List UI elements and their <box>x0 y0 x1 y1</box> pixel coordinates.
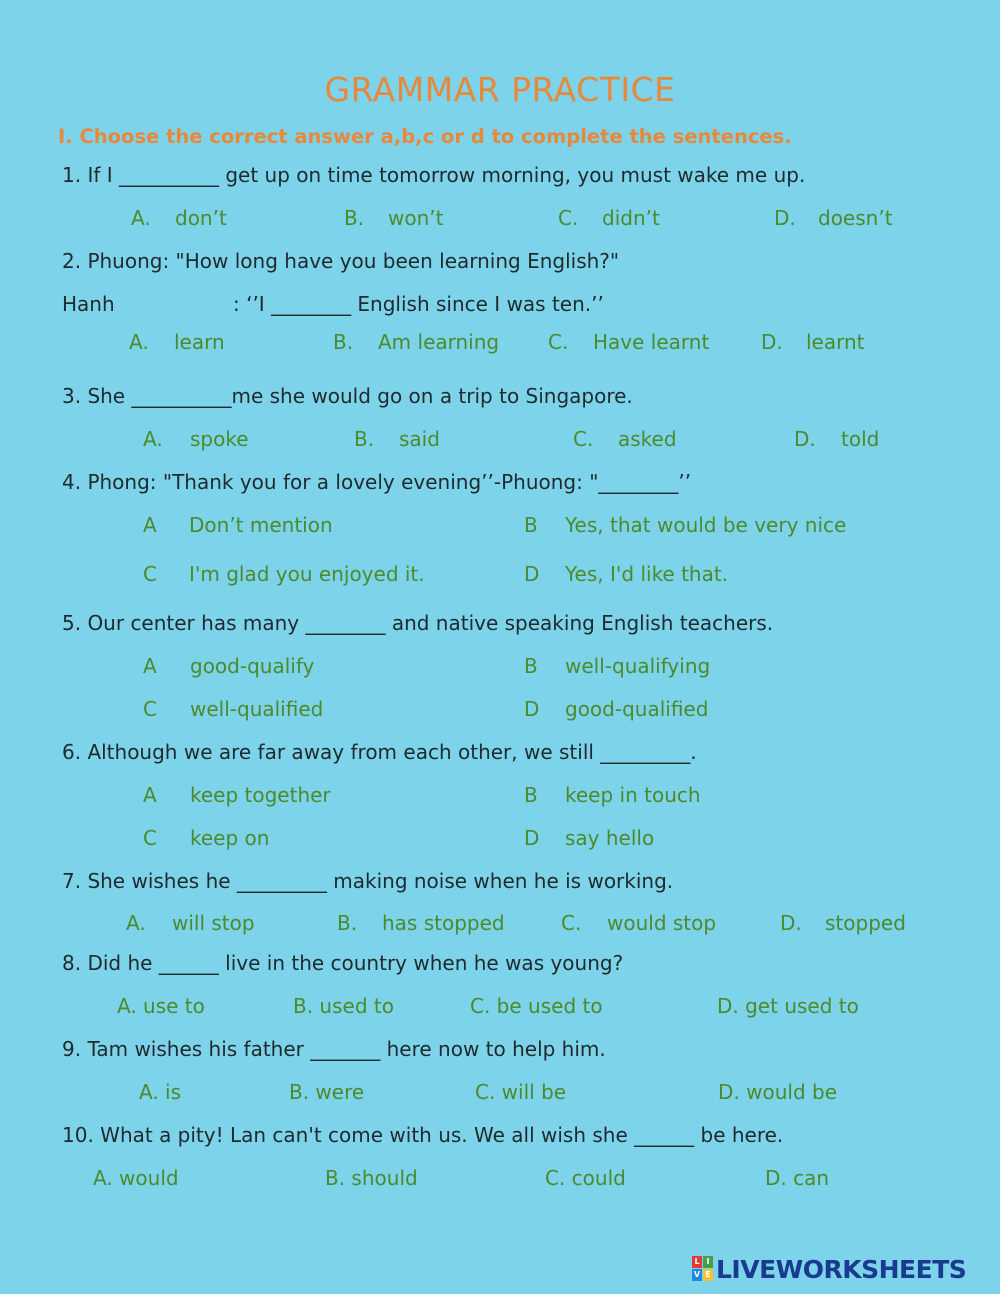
option-text: well-qualifying <box>565 654 711 678</box>
option-text: keep together <box>190 783 331 807</box>
question-1-option-d[interactable] <box>774 206 893 230</box>
option-text: spoke <box>190 427 249 451</box>
question-5-option-b[interactable] <box>524 654 710 678</box>
option-text: well-qualified <box>190 697 324 721</box>
logo-mark-icon <box>692 1256 714 1282</box>
question-9-option-c[interactable]: C. will be <box>475 1080 567 1104</box>
question-5-option-c[interactable] <box>143 697 323 721</box>
question-3-option-c[interactable] <box>573 427 677 451</box>
question-2-option-a[interactable] <box>129 330 225 354</box>
option-letter: B. <box>344 206 365 230</box>
option-letter: D. <box>774 206 796 230</box>
question-6-option-d[interactable] <box>524 826 654 850</box>
question-5-text: 5. Our center has many ________ and native speaking English teachers. <box>62 611 774 635</box>
question-3-text: 3. She __________me she would go on a trip to Singapore. <box>62 384 633 408</box>
option-text: will stop <box>172 911 255 935</box>
question-4-option-b[interactable] <box>524 513 846 537</box>
option-letter: B <box>524 513 538 537</box>
option-letter: D <box>524 826 540 850</box>
question-1-text: 1. If I __________ get up on time tomorrow morning, you must wake me up. <box>62 163 806 187</box>
question-9-option-a[interactable]: A. is <box>139 1080 182 1104</box>
question-4-text: 4. Phong: "Thank you for a lovely evening’’-Phuong: "________’’ <box>62 470 692 494</box>
option-text: doesn’t <box>818 206 893 230</box>
logo-mark-letter-e: E <box>703 1269 713 1281</box>
question-10-option-c[interactable]: C. could <box>545 1166 626 1190</box>
option-text: learn <box>174 330 225 354</box>
question-3-option-b[interactable] <box>354 427 440 451</box>
question-2-text: 2. Phuong: "How long have you been learning English?" <box>62 249 620 273</box>
option-letter: A. <box>126 911 146 935</box>
option-text: Yes, that would be very nice <box>565 513 847 537</box>
option-text: Yes, I'd like that. <box>565 562 729 586</box>
question-1-option-b[interactable] <box>344 206 443 230</box>
question-2-reply: : ‘’I ________ English since I was ten.’’ <box>233 292 604 316</box>
question-7-option-c[interactable] <box>561 911 716 935</box>
option-text: told <box>841 427 880 451</box>
logo-text: LIVEWORKSHEETS <box>716 1254 967 1284</box>
option-letter: A. <box>143 427 163 451</box>
question-10-text: 10. What a pity! Lan can't come with us. We all wish she ______ be here. <box>62 1123 784 1147</box>
option-text: said <box>399 427 440 451</box>
option-letter: C. <box>548 330 569 354</box>
question-4-option-d[interactable] <box>524 562 728 586</box>
question-10-option-d[interactable]: D. can <box>765 1166 830 1190</box>
question-5-option-d[interactable] <box>524 697 708 721</box>
page-title: GRAMMAR PRACTICE <box>324 70 676 109</box>
option-letter: A <box>143 654 157 678</box>
question-6-option-c[interactable] <box>143 826 269 850</box>
question-6-option-a[interactable] <box>143 783 331 807</box>
question-7-option-b[interactable] <box>337 911 505 935</box>
logo-mark-letter-v: V <box>693 1270 701 1279</box>
question-2-speaker: Hanh <box>62 292 115 316</box>
logo-mark-letter-l: L <box>692 1256 702 1268</box>
question-6-text: 6. Although we are far away from each other, we still _________. <box>62 740 697 764</box>
question-10-option-b[interactable]: B. should <box>325 1166 418 1190</box>
option-letter: D. <box>780 911 802 935</box>
option-letter: D. <box>794 427 816 451</box>
option-text: Am learning <box>378 330 500 354</box>
option-text: I'm glad you enjoyed it. <box>189 562 425 586</box>
option-letter: B <box>524 654 538 678</box>
option-text: would stop <box>607 911 717 935</box>
question-8-text: 8. Did he ______ live in the country when he was young? <box>62 951 624 975</box>
option-letter: A <box>143 783 157 807</box>
question-7-option-d[interactable] <box>780 911 906 935</box>
question-4-option-c[interactable] <box>143 562 425 586</box>
option-letter: C <box>143 697 157 721</box>
option-letter: D <box>524 562 540 586</box>
section-instruction: I. Choose the correct answer a,b,c or d to complete the sentences. <box>58 125 792 148</box>
option-text: didn’t <box>602 206 660 230</box>
question-9-option-b[interactable]: B. were <box>289 1080 365 1104</box>
option-text: Have learnt <box>593 330 710 354</box>
option-text: say hello <box>565 826 655 850</box>
question-10-option-a[interactable]: A. would <box>93 1166 179 1190</box>
question-8-option-a[interactable]: A. use to <box>117 994 205 1018</box>
question-1-option-c[interactable] <box>558 206 660 230</box>
option-text: learnt <box>806 330 865 354</box>
question-9-option-d[interactable]: D. would be <box>718 1080 837 1104</box>
option-letter: B. <box>333 330 354 354</box>
option-letter: C. <box>561 911 582 935</box>
option-letter: C <box>143 826 157 850</box>
option-text: Don’t mention <box>189 513 333 537</box>
option-text: asked <box>618 427 677 451</box>
option-letter: B. <box>354 427 375 451</box>
logo-mark-letter-i: I <box>703 1256 713 1268</box>
question-3-option-a[interactable] <box>143 427 249 451</box>
option-letter: D. <box>761 330 783 354</box>
question-6-option-b[interactable] <box>524 783 701 807</box>
option-letter: A. <box>131 206 151 230</box>
question-3-option-d[interactable] <box>794 427 879 451</box>
option-letter: B. <box>337 911 358 935</box>
option-text: has stopped <box>382 911 505 935</box>
option-text: stopped <box>825 911 906 935</box>
option-letter: D <box>524 697 540 721</box>
question-7-option-a[interactable] <box>126 911 255 935</box>
option-letter: C. <box>573 427 594 451</box>
question-1-option-a[interactable] <box>131 206 227 230</box>
question-7-text: 7. She wishes he _________ making noise when he is working. <box>62 869 674 893</box>
option-letter: A. <box>129 330 149 354</box>
question-4-option-a[interactable] <box>143 513 333 537</box>
option-text: good-qualified <box>565 697 709 721</box>
question-2-option-d[interactable] <box>761 330 865 354</box>
liveworksheets-logo <box>692 1254 966 1284</box>
question-2-option-c[interactable] <box>548 330 709 354</box>
question-8-option-d[interactable]: D. get used to <box>717 994 859 1018</box>
option-letter: C. <box>558 206 579 230</box>
option-letter: A <box>143 513 157 537</box>
question-2-option-b[interactable] <box>333 330 499 354</box>
question-9-text: 9. Tam wishes his father _______ here now to help him. <box>62 1037 606 1061</box>
option-letter: C <box>143 562 157 586</box>
option-text: won’t <box>388 206 444 230</box>
question-8-option-c[interactable]: C. be used to <box>470 994 603 1018</box>
option-text: don’t <box>175 206 227 230</box>
option-text: keep in touch <box>565 783 701 807</box>
question-8-option-b[interactable]: B. used to <box>293 994 394 1018</box>
question-5-option-a[interactable] <box>143 654 314 678</box>
option-letter: B <box>524 783 538 807</box>
option-text: keep on <box>190 826 270 850</box>
option-text: good-qualify <box>190 654 315 678</box>
